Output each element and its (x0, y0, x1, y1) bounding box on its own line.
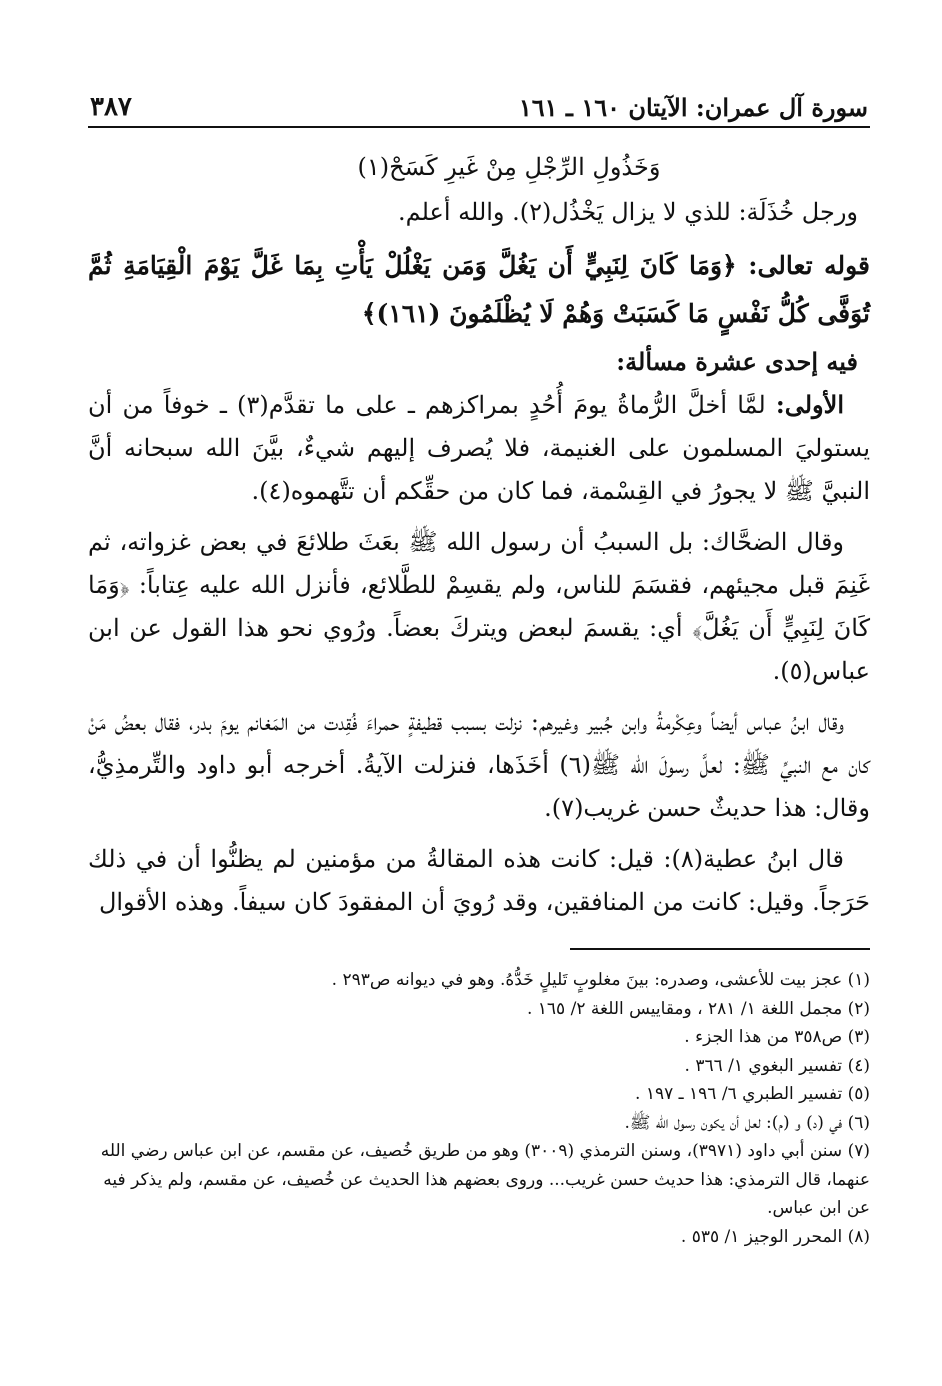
book-page (88, 78, 870, 1251)
paragraph-3 (88, 701, 870, 830)
paragraph-4 (88, 838, 870, 924)
quran-lead: قوله تعالى: (748, 251, 870, 280)
footnote: (٨) المحرر الوجيز ١/ ٥٣٥ . (680, 1226, 870, 1247)
running-title: سورة آل عمران: الآيتان ١٦٠ ـ ١٦١ (518, 93, 868, 122)
paragraph-2 (88, 521, 870, 693)
footnote: (١) عجز بيت للأعشى، وصدره: بينَ مغلوبٍ تَليلٍ خَدُّهُ. وهو في ديوانه ص٢٩٣ . (331, 970, 870, 990)
footnotes (88, 966, 870, 1251)
footnote: (٤) تفسير البغوي ١/ ٣٦٦ . (684, 1055, 870, 1076)
quran-verse-paragraph (88, 242, 870, 338)
paragraph-text: لمَّا أخلَّ الرُّماةُ يومَ أُحُدٍ بمراكزهم ـ على ما تقدَّم(٣) ـ خوفاً من أن يستوليَ المسلمون على الغنيمة، فلا يُصرف إليهم شيءٌ، بيَّنَ الله سبحانه أنَّ النبيَّ ﷺ لا يجورُ في القِسْمة، فما كان من حقِّكم أن تتَّهموه(٤). (88, 391, 870, 505)
footnote: (٣) ص٣٥٨ من هذا الجزء . (684, 1027, 870, 1047)
intro-paragraph: ورجل خُذَلَة: للذي لا يزال يَخْذُل(٢). والله أعلم. (397, 198, 858, 226)
paragraph-lead: الأولى: (775, 390, 844, 419)
paragraph-1 (88, 383, 870, 513)
paragraph-text: وقال الضحَّاك: بل السببُ أن رسول الله ﷺ بعَثَ طلائعَ في بعض غزواته، ثم غَنِمَ قبل مجيئهم، فقسَمَ للناس، ولم يقسِمْ للطَّلائع، فأنزل الله عليه عِتاباً: ﴿وَمَا كَانَ لِنَبِيٍّ أَن يَغُلَّ﴾ أي: يقسمَ لبعض ويتركَ بعضاً. ورُوي نحو هذا القول عن ابن عباس(٥). (88, 528, 870, 685)
paragraph-text: قال ابنُ عطية(٨): قيل: كانت هذه المقالةُ من مؤمنين لم يظنُّوا أن في ذلك حَرَجاً. وقيل: كانت من المنافقين، وقد رُويَ أن المفقودَ كان سيفاً. وهذه الأقوال (88, 845, 870, 916)
footnote: (٥) تفسير الطبري ٦/ ١٩٦ ـ ١٩٧ . (635, 1084, 870, 1104)
page-number: ٣٨٧ (90, 92, 132, 122)
footnote-divider (570, 948, 870, 950)
quran-verse: ﴿وَمَا كَانَ لِنَبِيٍّ أَن يَغُلَّ وَمَن يَغْلُلْ يَأْتِ بِمَا غَلَّ يَوْمَ الْقِيَامَةِ ثُمَّ تُوَفَّى كُلُّ نَفْسٍ مَا كَسَبَتْ وَهُمْ لَا يُظْلَمُونَ (١٦١)﴾ (88, 251, 870, 328)
footnote: (٧) سنن أبي داود (٣٩٧١)، وسنن الترمذي (٣٠٠٩) وهو من طريق خُصيف، عن مقسم، عن ابن عباس رضي الله عنهما، قال الترمذي: هذا حديث حسن غريب... وروى بعضهم هذا الحديث عن خُصيف، عن مقسم، ولم يذكر فيه عن ابن عباس. (100, 1141, 870, 1218)
main-text (88, 146, 870, 924)
poetry-line: وَخَذُولِ الرِّجْلِ مِنْ غَيرِ كَسَحْ(١) (357, 153, 661, 181)
footnote: (٦) في (د) و (م): لعل أن يكون رسول الله ﷺ. (624, 1112, 870, 1133)
page-header (88, 78, 870, 128)
footnote: (٢) مجمل اللغة ١/ ٢٨١ ، ومقاييس اللغة ٢/ ١٦٥ . (526, 998, 870, 1019)
paragraph-text: وقال ابنُ عباس أيضاً وعِكْرمةُ وابن جُبير وغيرهم: نزلت بسبب قطيفةٍ حمراءَ فُقِدت من المَغانم يومَ بدر، فقال بعضُ مَنْ كان مع النبيِّ ﷺ: لعلَّ رسولَ الله ﷺ(٦) أخَذَها، فنزلت الآيةُ. أخرجه أبو داود والتِّرمذِيُّ، وقال: هذا حديثٌ حسن غريب(٧). (88, 708, 870, 822)
section-title: فيه إحدى عشرة مسألة: (616, 347, 858, 376)
